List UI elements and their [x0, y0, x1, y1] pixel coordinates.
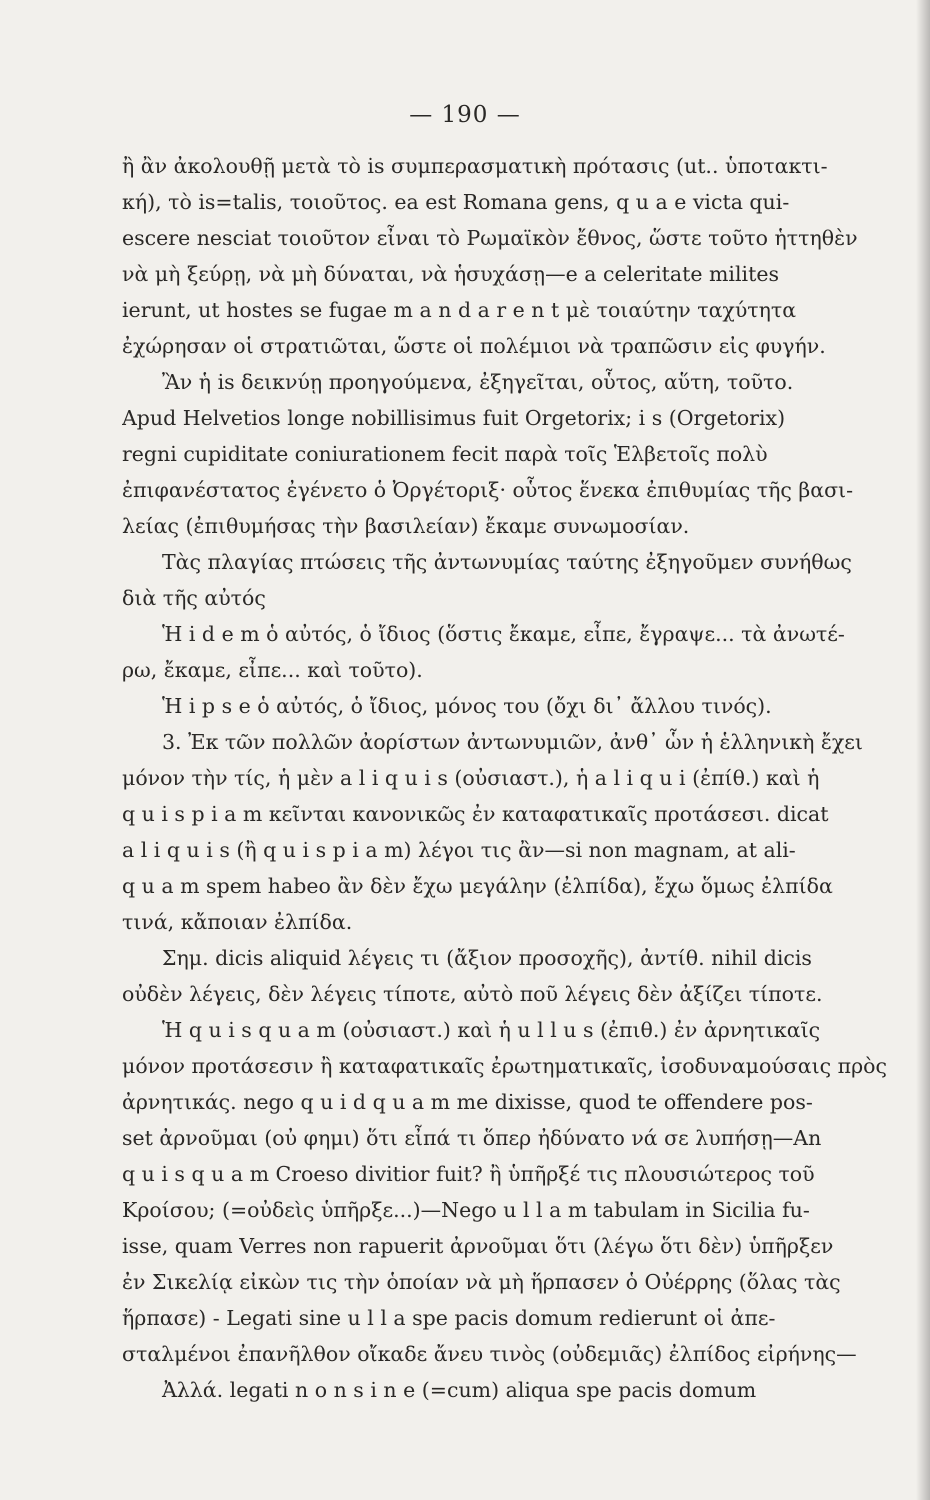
text-line: Ἡ i d e m ὁ αὐτός, ὁ ἴδιος (ὅστις ἔκαμε, εἶπε, ἔγραψε... τὰ ἀνωτέ- — [162, 622, 845, 646]
text-line: Σημ. dicis aliquid λέγεις τι (ἄξιον προσοχῆς), ἀντίθ. nihil dicis — [162, 946, 812, 970]
text-line: Ἡ q u i s q u a m (οὐσιαστ.) καὶ ἡ u l l u s (ἐπιθ.) ἐν ἀρνητικαῖς — [162, 1018, 821, 1042]
page-number: — 190 — — [409, 102, 521, 128]
page-edge-shadow — [916, 0, 930, 1500]
text-line: ἐν Σικελίᾳ εἰκὼν τις τὴν ὁποίαν νὰ μὴ ἥρπασεν ὁ Οὐέρρης (ὅλας τὰς — [122, 1270, 841, 1294]
body-text — [122, 148, 920, 1408]
text-line: οὐδὲν λέγεις, δὲν λέγεις τίποτε, αὐτὸ ποῦ λέγεις δὲν ἀξίζει τίποτε. — [122, 982, 823, 1006]
text-line: q u i s p i a m κεῖνται κανονικῶς ἐν καταφατικαῖς προτάσεσι. dicat — [122, 802, 829, 826]
text-line: set ἀρνοῦμαι (οὐ φημι) ὅτι εἶπά τι ὅπερ ἠδύνατο νά σε λυπήσῃ—An — [122, 1126, 822, 1150]
text-line: ἥρπασε) - Legati sine u l l a spe pacis domum redierunt οἱ ἀπε- — [122, 1306, 776, 1330]
text-line: Ἀλλά. legati n o n s i n e (=cum) aliqua spe pacis domum — [162, 1378, 757, 1402]
text-line: ierunt, ut hostes se fugae m a n d a r e n t μὲ τοιαύτην ταχύτητα — [122, 298, 797, 322]
text-line: escere nesciat τοιοῦτον εἶναι τὸ Ρωμαϊκὸν ἔθνος, ὥστε τοῦτο ἡττηθὲν — [122, 226, 858, 250]
text-line: ρω, ἔκαμε, εἶπε... καὶ τοῦτο). — [122, 658, 423, 682]
text-line: ἢ ἂν ἀκολουθῇ μετὰ τὸ is συμπερασματικὴ πρότασις (ut.. ὑποτακτι- — [122, 154, 828, 178]
text-line: q u i s q u a m Croeso divitior fuit? ἢ ὑπῆρξέ τις πλουσιώτερος τοῦ — [122, 1162, 815, 1186]
text-line: μόνον τὴν τίς, ἡ μὲν a l i q u i s (οὐσιαστ.), ἡ a l i q u i (ἐπίθ.) καὶ ἡ — [122, 766, 820, 790]
text-line: σταλμένοι ἐπανῆλθον οἴκαδε ἄνευ τινὸς (οὐδεμιᾶς) ἐλπίδος εἰρήνης— — [122, 1342, 857, 1366]
text-line: ἐπιφανέστατος ἐγένετο ὁ Ὀργέτοριξ· οὗτος ἕνεκα ἐπιθυμίας τῆς βασι- — [122, 478, 854, 502]
text-line: ἐχώρησαν οἱ στρατιῶται, ὥστε οἱ πολέμιοι νὰ τραπῶσιν εἰς φυγήν. — [122, 334, 826, 358]
text-line: Κροίσου; (=οὐδεὶς ὑπῆρξε...)—Nego u l l a m tabulam in Sicilia fu- — [122, 1198, 810, 1222]
text-line: Apud Helvetios longe nobillisimus fuit Orgetorix; i s (Orgetorix) — [122, 406, 786, 430]
text-line: νὰ μὴ ξεύρῃ, νὰ μὴ δύναται, νὰ ἡσυχάσῃ—e a celeritate milites — [122, 262, 779, 286]
text-line: q u a m spem habeo ἂν δὲν ἔχω μεγάλην (ἐλπίδα), ἔχω ὅμως ἐλπίδα — [122, 874, 833, 898]
text-line: a l i q u i s (ἢ q u i s p i a m) λέγοι τις ἂν—si non magnam, at ali- — [122, 838, 796, 862]
text-line: Ἡ i p s e ὁ αὐτός, ὁ ἴδιος, μόνος του (ὄχι δι᾽ ἄλλου τινός). — [162, 694, 772, 718]
text-line: μόνον προτάσεσιν ἢ καταφατικαῖς ἐρωτηματικαῖς, ἰσοδυναμούσαις πρὸς — [122, 1054, 888, 1078]
text-line: λείας (ἐπιθυμήσας τὴν βασιλείαν) ἔκαμε συνωμοσίαν. — [122, 514, 690, 538]
text-line: ἀρνητικάς. nego q u i d q u a m me dixisse, quod te offendere pos- — [122, 1090, 813, 1114]
text-line: κή), τὸ is=talis, τοιοῦτος. ea est Romana gens, q u a e victa qui- — [122, 190, 790, 214]
text-line: 3. Ἐκ τῶν πολλῶν ἀορίστων ἀντωνυμιῶν, ἀνθ᾽ ὧν ἡ ἑλληνικὴ ἔχει — [162, 730, 863, 754]
text-line: isse, quam Verres non rapuerit ἀρνοῦμαι ὅτι (λέγω ὅτι δὲν) ὑπῆρξεν — [122, 1234, 834, 1258]
text-line: διὰ τῆς αὐτός — [122, 586, 266, 610]
text-line: regni cupiditate coniurationem fecit παρὰ τοῖς Ἑλβετοῖς πολὺ — [122, 442, 768, 466]
text-line: τινά, κἄποιαν ἐλπίδα. — [122, 910, 353, 934]
text-line: Ἂν ἡ is δεικνύῃ προηγούμενα, ἐξηγεῖται, οὗτος, αὕτη, τοῦτο. — [162, 370, 794, 394]
text-line: Τὰς πλαγίας πτώσεις τῆς ἀντωνυμίας ταύτης ἐξηγοῦμεν συνήθως — [162, 550, 852, 574]
